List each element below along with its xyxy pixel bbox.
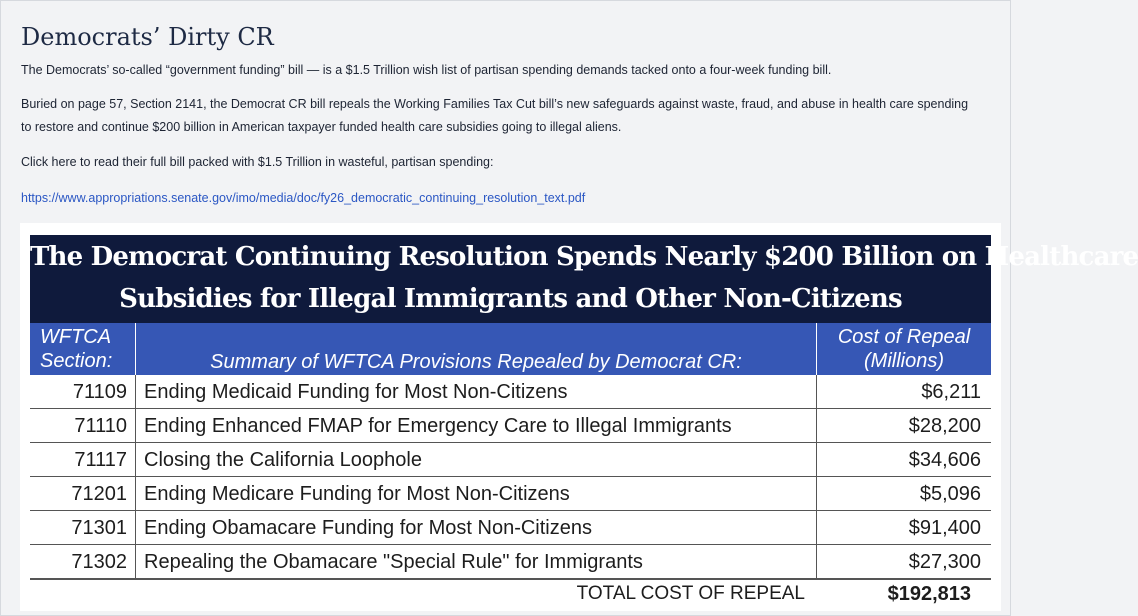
row-summary: Ending Medicare Funding for Most Non-Citizens [144,483,570,505]
total-value: $192,813 [887,583,971,605]
row-section: 71201 [30,477,136,511]
row-summary: Ending Medicaid Funding for Most Non-Citizens [144,381,568,403]
header-cost-line-2: (Millions) [864,350,944,372]
repeal-cost-table-image [20,223,1138,611]
row-summary: Ending Obamacare Funding for Most Non-Citizens [144,517,592,539]
row-cost: $34,606 [816,443,991,477]
banner-line-2: Subsidies for Illegal Immigrants and Other Non-Citizens [119,284,902,314]
header-section [30,323,136,375]
header-cost [816,323,991,375]
page-title: Democrats’ Dirty CR [21,23,274,51]
table-banner [30,235,1138,323]
bill-text-link[interactable]: https://www.appropriations.senate.gov/imo/media/doc/fy26_democratic_continuing_resolution_text.pdf [21,191,586,205]
row-cost: $91,400 [816,511,991,545]
details-paragraph: Buried on page 57, Section 2141, the Democrat CR bill repeals the Working Families Tax Cut bill’s new safeguards against waste, fraud, and abuse in health care spending to restore and continue $200 billion in American taxpayer funded health care subsidies going to illegal aliens. [21,97,969,134]
table-row [30,511,991,545]
row-section: 71301 [30,511,136,545]
table-row [30,409,991,443]
banner-line-1: The Democrat Continuing Resolution Spends Nearly $200 Billion on Healthcare [30,242,1138,272]
table-row [30,375,991,409]
header-section-line-1: WFTCA [40,326,112,348]
table-header [30,323,991,375]
header-section-line-2: Section: [40,350,113,372]
row-summary: Repealing the Obamacare "Special Rule" for Immigrants [144,551,643,573]
intro-paragraph: The Democrats’ so-called “government funding” bill — is a $1.5 Trillion wish list of partisan spending demands tacked onto a four-week funding bill. [21,63,832,77]
table-row [30,443,991,477]
row-cost: $6,211 [816,375,991,409]
total-label: TOTAL COST OF REPEAL [576,583,805,604]
row-summary: Ending Enhanced FMAP for Emergency Care to Illegal Immigrants [144,415,732,437]
row-cost: $5,096 [816,477,991,511]
row-cost: $28,200 [816,409,991,443]
link-intro-paragraph: Click here to read their full bill packed with $1.5 Trillion in wasteful, partisan spending: [21,155,494,169]
table-row [30,477,991,511]
row-section: 71110 [30,409,136,443]
row-cost: $27,300 [816,545,991,579]
table-row [30,545,991,579]
header-cost-line-1: Cost of Repeal [837,326,971,348]
row-section: 71109 [30,375,136,409]
header-summary: Summary of WFTCA Provisions Repealed by Democrat CR: [210,351,742,373]
row-section: 71117 [30,443,136,477]
row-summary: Closing the California Loophole [144,449,422,471]
row-section: 71302 [30,545,136,579]
